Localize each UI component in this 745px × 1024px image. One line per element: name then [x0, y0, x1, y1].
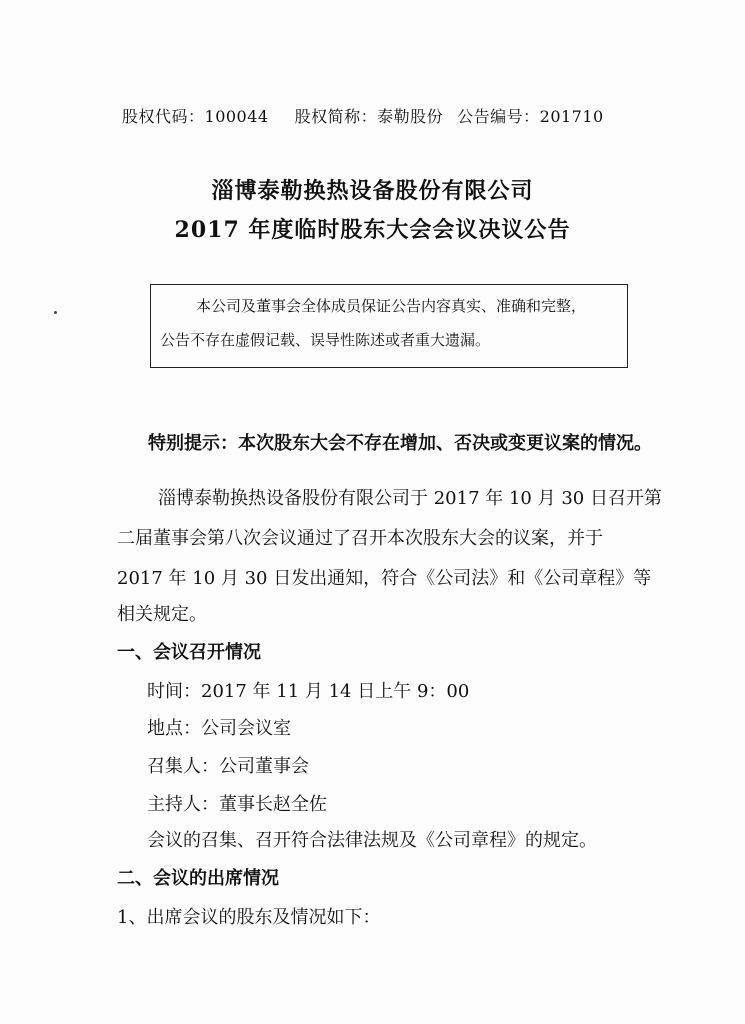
attendance-sub-1: 1、出席会议的股东及情况如下：	[117, 907, 381, 928]
meeting-convener: 召集人：公司董事会	[147, 756, 309, 777]
meeting-host: 主持人：董事长赵全佐	[147, 794, 327, 815]
notice-no: 201710	[539, 107, 604, 126]
stock-abbr: 泰勒股份	[377, 107, 444, 126]
notice-no-label: 公告编号：	[457, 107, 540, 126]
disclaimer-line-1: 本公司及董事会全体成员保证公告内容真实、准确和完整，	[196, 297, 587, 315]
title-announcement: 2017 年度临时股东大会会议决议公告	[174, 217, 571, 243]
section-heading-meeting: 一、会议召开情况	[117, 642, 261, 663]
stock-abbr-label: 股权简称：	[294, 107, 378, 126]
intro-line-3: 2017 年 10 月 30 日发出通知，符合《公司法》和《公司章程》等	[117, 568, 652, 589]
stock-code-label: 股权代码：	[122, 107, 205, 126]
intro-line-4: 相关规定。	[117, 604, 207, 625]
intro-line-1: 淄博泰勒换热设备股份有限公司于 2017 年 10 月 30 日召开第	[158, 488, 662, 509]
disclaimer-line-2: 公告不存在虚假记载、误导性陈述或者重大遗漏。	[160, 331, 491, 349]
meeting-compliance: 会议的召集、召开符合法律法规及《公司章程》的规定。	[147, 830, 597, 851]
title-company: 淄博泰勒换热设备股份有限公司	[211, 178, 534, 204]
meeting-time: 时间：2017 年 11 月 14 日上午 9：00	[147, 681, 470, 702]
header-info	[122, 104, 604, 127]
scan-speck	[54, 311, 57, 314]
meeting-place: 地点：公司会议室	[147, 718, 291, 739]
special-tip: 特别提示：本次股东大会不存在增加、否决或变更议案的情况。	[148, 433, 652, 454]
intro-line-2: 二届董事会第八次会议通过了召开本次股东大会的议案，并于	[117, 528, 603, 549]
stock-code: 100044	[204, 107, 269, 126]
section-heading-attendance: 二、会议的出席情况	[117, 868, 279, 889]
